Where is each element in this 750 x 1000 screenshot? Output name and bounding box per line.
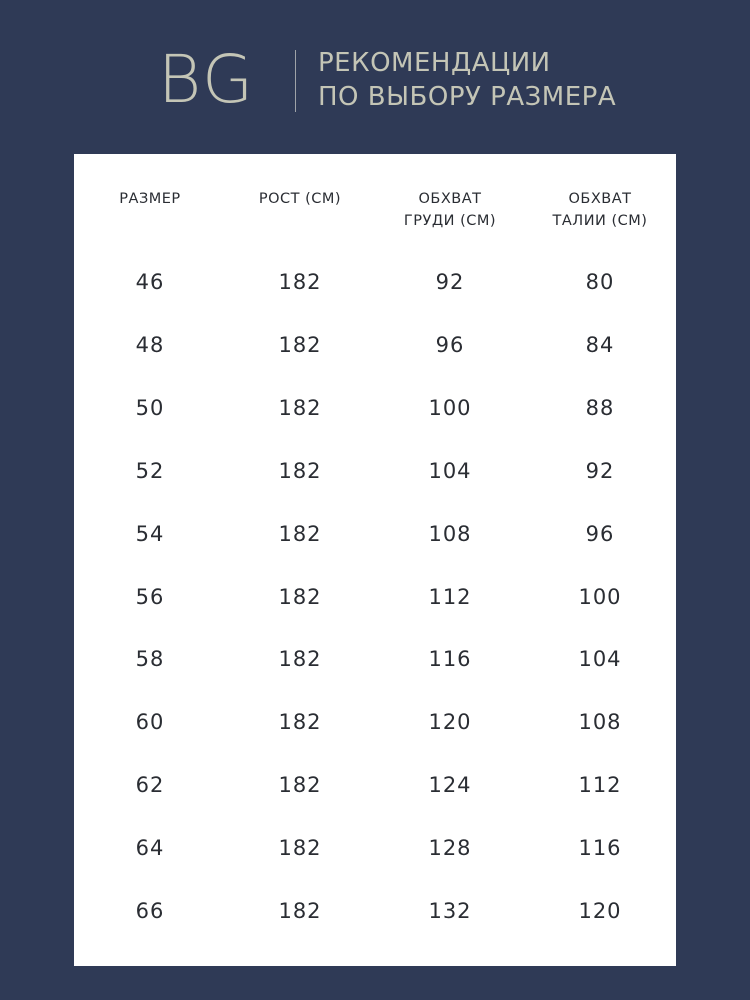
brand-logo: BG bbox=[158, 41, 256, 118]
cell-size: 66 bbox=[135, 899, 165, 923]
column-header-height bbox=[225, 188, 375, 210]
header bbox=[0, 0, 750, 150]
cell-waist: 80 bbox=[585, 270, 615, 294]
cell-chest: 100 bbox=[428, 396, 472, 420]
column-header-chest-line1: ОБХВАТ bbox=[418, 191, 482, 207]
title-line-2: ПО ВЫБОРУ РАЗМЕРА bbox=[318, 82, 617, 112]
column-header-size-line1: РАЗМЕР bbox=[119, 191, 181, 207]
cell-waist: 88 bbox=[585, 396, 615, 420]
cell-chest: 120 bbox=[428, 710, 472, 734]
column-header-height-line1: РОСТ (СМ) bbox=[258, 191, 342, 207]
cell-chest: 96 bbox=[435, 333, 465, 357]
cell-height: 182 bbox=[278, 899, 322, 923]
cell-waist: 104 bbox=[578, 647, 622, 671]
cell-waist: 112 bbox=[578, 773, 622, 797]
cell-height: 182 bbox=[278, 333, 322, 357]
cell-chest: 108 bbox=[428, 522, 472, 546]
column-header-chest-line2: ГРУДИ (СМ) bbox=[403, 213, 497, 229]
cell-height: 182 bbox=[278, 522, 322, 546]
column-header-size bbox=[75, 188, 225, 210]
cell-size: 48 bbox=[135, 333, 165, 357]
cell-waist: 116 bbox=[578, 836, 622, 860]
cell-height: 182 bbox=[278, 585, 322, 609]
header-divider bbox=[295, 50, 296, 112]
column-header-waist bbox=[525, 188, 675, 232]
cell-size: 58 bbox=[135, 647, 165, 671]
cell-chest: 116 bbox=[428, 647, 472, 671]
cell-height: 182 bbox=[278, 773, 322, 797]
cell-height: 182 bbox=[278, 647, 322, 671]
cell-height: 182 bbox=[278, 396, 322, 420]
cell-height: 182 bbox=[278, 270, 322, 294]
cell-waist: 84 bbox=[585, 333, 615, 357]
column-header-waist-line1: ОБХВАТ bbox=[568, 191, 632, 207]
cell-waist: 108 bbox=[578, 710, 622, 734]
cell-size: 46 bbox=[135, 270, 165, 294]
cell-waist: 92 bbox=[585, 459, 615, 483]
cell-waist: 96 bbox=[585, 522, 615, 546]
cell-height: 182 bbox=[278, 710, 322, 734]
cell-chest: 92 bbox=[435, 270, 465, 294]
cell-waist: 100 bbox=[578, 585, 622, 609]
cell-size: 64 bbox=[135, 836, 165, 860]
column-header-waist-line2: ТАЛИИ (СМ) bbox=[552, 213, 648, 229]
page-title bbox=[318, 46, 616, 114]
cell-size: 50 bbox=[135, 396, 165, 420]
cell-chest: 124 bbox=[428, 773, 472, 797]
cell-size: 56 bbox=[135, 585, 165, 609]
cell-waist: 120 bbox=[578, 899, 622, 923]
cell-size: 54 bbox=[135, 522, 165, 546]
size-table bbox=[74, 154, 676, 966]
cell-size: 62 bbox=[135, 773, 165, 797]
cell-chest: 132 bbox=[428, 899, 472, 923]
cell-chest: 128 bbox=[428, 836, 472, 860]
column-header-chest bbox=[375, 188, 525, 232]
cell-chest: 112 bbox=[428, 585, 472, 609]
cell-chest: 104 bbox=[428, 459, 472, 483]
title-line-1: РЕКОМЕНДАЦИИ bbox=[318, 48, 551, 78]
cell-size: 52 bbox=[135, 459, 165, 483]
cell-size: 60 bbox=[135, 710, 165, 734]
cell-height: 182 bbox=[278, 459, 322, 483]
cell-height: 182 bbox=[278, 836, 322, 860]
